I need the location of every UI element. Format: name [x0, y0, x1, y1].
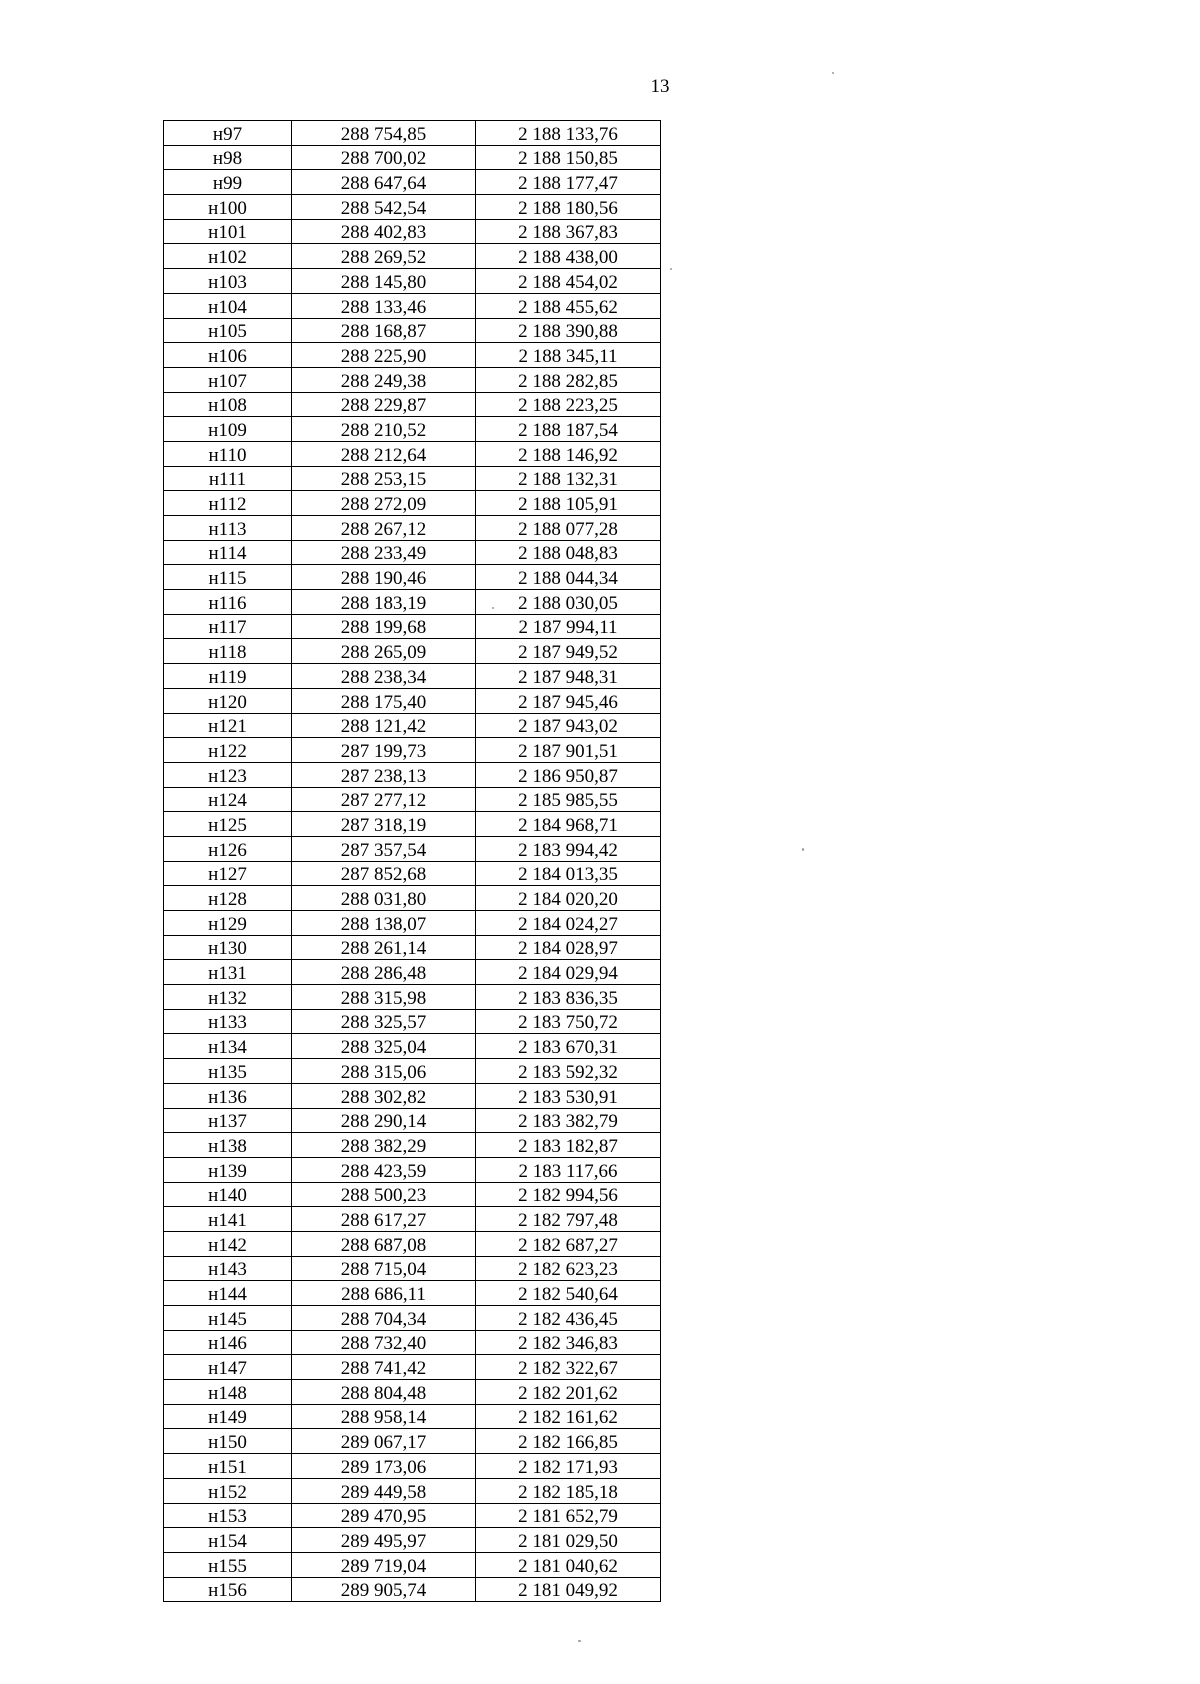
x-coordinate-cell: 288 210,52 — [292, 417, 476, 442]
table-row — [164, 343, 661, 368]
x-coordinate-cell: 288 225,90 — [292, 343, 476, 368]
table-row — [164, 1207, 661, 1232]
x-coordinate-cell: 289 449,58 — [292, 1478, 476, 1503]
table-row — [164, 1281, 661, 1306]
x-coordinate-cell: 288 617,27 — [292, 1207, 476, 1232]
x-coordinate-cell: 288 269,52 — [292, 244, 476, 269]
table-row — [164, 219, 661, 244]
table-row — [164, 565, 661, 590]
y-coordinate-cell: 2 184 020,20 — [476, 886, 661, 911]
point-id-cell: н155 — [164, 1552, 292, 1577]
x-coordinate-cell: 287 238,13 — [292, 762, 476, 787]
point-id-cell: н143 — [164, 1256, 292, 1281]
x-coordinate-cell: 288 183,19 — [292, 590, 476, 615]
point-id-cell: н156 — [164, 1577, 292, 1602]
table-row — [164, 886, 661, 911]
x-coordinate-cell: 288 138,07 — [292, 911, 476, 936]
y-coordinate-cell: 2 188 367,83 — [476, 219, 661, 244]
y-coordinate-cell: 2 181 029,50 — [476, 1528, 661, 1553]
x-coordinate-cell: 288 542,54 — [292, 195, 476, 220]
x-coordinate-cell: 288 286,48 — [292, 960, 476, 985]
point-id-cell: н142 — [164, 1231, 292, 1256]
point-id-cell: н105 — [164, 318, 292, 343]
point-id-cell: н146 — [164, 1330, 292, 1355]
table-row — [164, 1009, 661, 1034]
point-id-cell: н138 — [164, 1133, 292, 1158]
x-coordinate-cell: 288 229,87 — [292, 392, 476, 417]
point-id-cell: н151 — [164, 1454, 292, 1479]
table-row — [164, 1404, 661, 1429]
coordinates-table-body — [164, 121, 661, 1602]
y-coordinate-cell: 2 181 040,62 — [476, 1552, 661, 1577]
point-id-cell: н116 — [164, 590, 292, 615]
scan-speck — [802, 848, 804, 851]
y-coordinate-cell: 2 187 945,46 — [476, 688, 661, 713]
table-row — [164, 861, 661, 886]
table-row — [164, 244, 661, 269]
x-coordinate-cell: 288 423,59 — [292, 1157, 476, 1182]
y-coordinate-cell: 2 188 187,54 — [476, 417, 661, 442]
table-row — [164, 121, 661, 146]
y-coordinate-cell: 2 188 150,85 — [476, 145, 661, 170]
table-row — [164, 1231, 661, 1256]
point-id-cell: н132 — [164, 985, 292, 1010]
table-row — [164, 170, 661, 195]
table-row — [164, 1256, 661, 1281]
y-coordinate-cell: 2 188 282,85 — [476, 367, 661, 392]
table-row — [164, 417, 661, 442]
point-id-cell: н118 — [164, 639, 292, 664]
point-id-cell: н137 — [164, 1108, 292, 1133]
table-row — [164, 1306, 661, 1331]
point-id-cell: н128 — [164, 886, 292, 911]
x-coordinate-cell: 288 687,08 — [292, 1231, 476, 1256]
point-id-cell: н100 — [164, 195, 292, 220]
y-coordinate-cell: 2 182 346,83 — [476, 1330, 661, 1355]
table-row — [164, 318, 661, 343]
table-row — [164, 639, 661, 664]
point-id-cell: н108 — [164, 392, 292, 417]
y-coordinate-cell: 2 187 943,02 — [476, 713, 661, 738]
point-id-cell: н148 — [164, 1380, 292, 1405]
point-id-cell: н140 — [164, 1182, 292, 1207]
table-row — [164, 960, 661, 985]
table-row — [164, 1454, 661, 1479]
y-coordinate-cell: 2 188 077,28 — [476, 516, 661, 541]
point-id-cell: н122 — [164, 738, 292, 763]
point-id-cell: н154 — [164, 1528, 292, 1553]
x-coordinate-cell: 288 315,98 — [292, 985, 476, 1010]
y-coordinate-cell: 2 188 177,47 — [476, 170, 661, 195]
x-coordinate-cell: 289 719,04 — [292, 1552, 476, 1577]
y-coordinate-cell: 2 182 171,93 — [476, 1454, 661, 1479]
y-coordinate-cell: 2 188 048,83 — [476, 540, 661, 565]
table-row — [164, 664, 661, 689]
y-coordinate-cell: 2 182 322,67 — [476, 1355, 661, 1380]
point-id-cell: н99 — [164, 170, 292, 195]
y-coordinate-cell: 2 184 028,97 — [476, 935, 661, 960]
y-coordinate-cell: 2 183 836,35 — [476, 985, 661, 1010]
point-id-cell: н125 — [164, 812, 292, 837]
x-coordinate-cell: 287 199,73 — [292, 738, 476, 763]
y-coordinate-cell: 2 182 540,64 — [476, 1281, 661, 1306]
y-coordinate-cell: 2 188 455,62 — [476, 293, 661, 318]
table-row — [164, 1108, 661, 1133]
table-row — [164, 1157, 661, 1182]
point-id-cell: н109 — [164, 417, 292, 442]
table-row — [164, 1083, 661, 1108]
y-coordinate-cell: 2 184 024,27 — [476, 911, 661, 936]
table-row — [164, 1330, 661, 1355]
point-id-cell: н150 — [164, 1429, 292, 1454]
table-row — [164, 1528, 661, 1553]
table-row — [164, 1380, 661, 1405]
coordinates-table — [163, 120, 661, 1602]
table-row — [164, 1429, 661, 1454]
y-coordinate-cell: 2 182 166,85 — [476, 1429, 661, 1454]
table-row — [164, 367, 661, 392]
table-row — [164, 713, 661, 738]
table-row — [164, 738, 661, 763]
x-coordinate-cell: 288 290,14 — [292, 1108, 476, 1133]
y-coordinate-cell: 2 182 797,48 — [476, 1207, 661, 1232]
table-row — [164, 1503, 661, 1528]
table-row — [164, 1182, 661, 1207]
x-coordinate-cell: 288 804,48 — [292, 1380, 476, 1405]
y-coordinate-cell: 2 181 652,79 — [476, 1503, 661, 1528]
x-coordinate-cell: 288 175,40 — [292, 688, 476, 713]
page-number: 13 — [650, 76, 670, 97]
x-coordinate-cell: 288 031,80 — [292, 886, 476, 911]
y-coordinate-cell: 2 188 030,05 — [476, 590, 661, 615]
x-coordinate-cell: 288 190,46 — [292, 565, 476, 590]
y-coordinate-cell: 2 188 146,92 — [476, 441, 661, 466]
x-coordinate-cell: 288 732,40 — [292, 1330, 476, 1355]
scan-speck — [670, 268, 672, 270]
y-coordinate-cell: 2 188 438,00 — [476, 244, 661, 269]
point-id-cell: н120 — [164, 688, 292, 713]
point-id-cell: н126 — [164, 836, 292, 861]
table-row — [164, 812, 661, 837]
point-id-cell: н115 — [164, 565, 292, 590]
point-id-cell: н147 — [164, 1355, 292, 1380]
scan-speck — [492, 607, 494, 609]
y-coordinate-cell: 2 182 994,56 — [476, 1182, 661, 1207]
y-coordinate-cell: 2 186 950,87 — [476, 762, 661, 787]
y-coordinate-cell: 2 188 105,91 — [476, 491, 661, 516]
y-coordinate-cell: 2 182 436,45 — [476, 1306, 661, 1331]
y-coordinate-cell: 2 188 133,76 — [476, 121, 661, 146]
y-coordinate-cell: 2 183 382,79 — [476, 1108, 661, 1133]
point-id-cell: н152 — [164, 1478, 292, 1503]
y-coordinate-cell: 2 188 454,02 — [476, 269, 661, 294]
x-coordinate-cell: 288 261,14 — [292, 935, 476, 960]
point-id-cell: н121 — [164, 713, 292, 738]
x-coordinate-cell: 288 212,64 — [292, 441, 476, 466]
table-row — [164, 614, 661, 639]
y-coordinate-cell: 2 183 117,66 — [476, 1157, 661, 1182]
y-coordinate-cell: 2 183 182,87 — [476, 1133, 661, 1158]
x-coordinate-cell: 288 700,02 — [292, 145, 476, 170]
y-coordinate-cell: 2 185 985,55 — [476, 787, 661, 812]
scan-speck — [578, 1640, 581, 1642]
x-coordinate-cell: 288 382,29 — [292, 1133, 476, 1158]
y-coordinate-cell: 2 187 949,52 — [476, 639, 661, 664]
y-coordinate-cell: 2 183 994,42 — [476, 836, 661, 861]
table-row — [164, 540, 661, 565]
y-coordinate-cell: 2 182 161,62 — [476, 1404, 661, 1429]
x-coordinate-cell: 288 325,57 — [292, 1009, 476, 1034]
x-coordinate-cell: 289 470,95 — [292, 1503, 476, 1528]
x-coordinate-cell: 288 704,34 — [292, 1306, 476, 1331]
y-coordinate-cell: 2 183 670,31 — [476, 1034, 661, 1059]
table-row — [164, 1355, 661, 1380]
table-row — [164, 836, 661, 861]
y-coordinate-cell: 2 184 968,71 — [476, 812, 661, 837]
point-id-cell: н153 — [164, 1503, 292, 1528]
x-coordinate-cell: 288 302,82 — [292, 1083, 476, 1108]
y-coordinate-cell: 2 182 201,62 — [476, 1380, 661, 1405]
y-coordinate-cell: 2 188 180,56 — [476, 195, 661, 220]
point-id-cell: н111 — [164, 466, 292, 491]
y-coordinate-cell: 2 188 132,31 — [476, 466, 661, 491]
x-coordinate-cell: 288 145,80 — [292, 269, 476, 294]
x-coordinate-cell: 288 715,04 — [292, 1256, 476, 1281]
x-coordinate-cell: 288 199,68 — [292, 614, 476, 639]
point-id-cell: н144 — [164, 1281, 292, 1306]
x-coordinate-cell: 288 253,15 — [292, 466, 476, 491]
point-id-cell: н114 — [164, 540, 292, 565]
y-coordinate-cell: 2 187 948,31 — [476, 664, 661, 689]
point-id-cell: н98 — [164, 145, 292, 170]
point-id-cell: н112 — [164, 491, 292, 516]
point-id-cell: н113 — [164, 516, 292, 541]
y-coordinate-cell: 2 183 530,91 — [476, 1083, 661, 1108]
point-id-cell: н133 — [164, 1009, 292, 1034]
point-id-cell: н136 — [164, 1083, 292, 1108]
x-coordinate-cell: 288 249,38 — [292, 367, 476, 392]
y-coordinate-cell: 2 188 044,34 — [476, 565, 661, 590]
y-coordinate-cell: 2 184 029,94 — [476, 960, 661, 985]
point-id-cell: н139 — [164, 1157, 292, 1182]
table-row — [164, 1577, 661, 1602]
x-coordinate-cell: 288 121,42 — [292, 713, 476, 738]
table-row — [164, 1552, 661, 1577]
point-id-cell: н130 — [164, 935, 292, 960]
point-id-cell: н107 — [164, 367, 292, 392]
table-row — [164, 590, 661, 615]
point-id-cell: н131 — [164, 960, 292, 985]
x-coordinate-cell: 289 495,97 — [292, 1528, 476, 1553]
point-id-cell: н119 — [164, 664, 292, 689]
table-row — [164, 441, 661, 466]
point-id-cell: н124 — [164, 787, 292, 812]
x-coordinate-cell: 288 958,14 — [292, 1404, 476, 1429]
table-row — [164, 1059, 661, 1084]
y-coordinate-cell: 2 182 185,18 — [476, 1478, 661, 1503]
x-coordinate-cell: 289 905,74 — [292, 1577, 476, 1602]
x-coordinate-cell: 288 325,04 — [292, 1034, 476, 1059]
x-coordinate-cell: 288 686,11 — [292, 1281, 476, 1306]
y-coordinate-cell: 2 184 013,35 — [476, 861, 661, 886]
y-coordinate-cell: 2 188 345,11 — [476, 343, 661, 368]
table-row — [164, 911, 661, 936]
table-row — [164, 466, 661, 491]
point-id-cell: н104 — [164, 293, 292, 318]
point-id-cell: н134 — [164, 1034, 292, 1059]
table-row — [164, 269, 661, 294]
table-row — [164, 787, 661, 812]
x-coordinate-cell: 289 173,06 — [292, 1454, 476, 1479]
x-coordinate-cell: 289 067,17 — [292, 1429, 476, 1454]
y-coordinate-cell: 2 182 623,23 — [476, 1256, 661, 1281]
x-coordinate-cell: 288 267,12 — [292, 516, 476, 541]
point-id-cell: н117 — [164, 614, 292, 639]
y-coordinate-cell: 2 187 994,11 — [476, 614, 661, 639]
y-coordinate-cell: 2 182 687,27 — [476, 1231, 661, 1256]
point-id-cell: н110 — [164, 441, 292, 466]
x-coordinate-cell: 288 168,87 — [292, 318, 476, 343]
point-id-cell: н149 — [164, 1404, 292, 1429]
y-coordinate-cell: 2 187 901,51 — [476, 738, 661, 763]
scan-speck — [832, 72, 834, 74]
x-coordinate-cell: 288 272,09 — [292, 491, 476, 516]
point-id-cell: н141 — [164, 1207, 292, 1232]
x-coordinate-cell: 288 741,42 — [292, 1355, 476, 1380]
table-row — [164, 985, 661, 1010]
x-coordinate-cell: 288 402,83 — [292, 219, 476, 244]
x-coordinate-cell: 288 500,23 — [292, 1182, 476, 1207]
point-id-cell: н127 — [164, 861, 292, 886]
point-id-cell: н129 — [164, 911, 292, 936]
point-id-cell: н102 — [164, 244, 292, 269]
table-row — [164, 1034, 661, 1059]
y-coordinate-cell: 2 188 223,25 — [476, 392, 661, 417]
table-row — [164, 145, 661, 170]
point-id-cell: н135 — [164, 1059, 292, 1084]
table-row — [164, 1478, 661, 1503]
y-coordinate-cell: 2 188 390,88 — [476, 318, 661, 343]
x-coordinate-cell: 287 852,68 — [292, 861, 476, 886]
y-coordinate-cell: 2 181 049,92 — [476, 1577, 661, 1602]
x-coordinate-cell: 288 133,46 — [292, 293, 476, 318]
table-row — [164, 195, 661, 220]
point-id-cell: н97 — [164, 121, 292, 146]
x-coordinate-cell: 288 754,85 — [292, 121, 476, 146]
x-coordinate-cell: 288 233,49 — [292, 540, 476, 565]
table-row — [164, 935, 661, 960]
x-coordinate-cell: 287 318,19 — [292, 812, 476, 837]
table-row — [164, 293, 661, 318]
table-row — [164, 516, 661, 541]
x-coordinate-cell: 288 647,64 — [292, 170, 476, 195]
x-coordinate-cell: 287 357,54 — [292, 836, 476, 861]
point-id-cell: н106 — [164, 343, 292, 368]
point-id-cell: н123 — [164, 762, 292, 787]
y-coordinate-cell: 2 183 750,72 — [476, 1009, 661, 1034]
table-row — [164, 688, 661, 713]
table-row — [164, 762, 661, 787]
x-coordinate-cell: 288 315,06 — [292, 1059, 476, 1084]
point-id-cell: н101 — [164, 219, 292, 244]
table-row — [164, 392, 661, 417]
x-coordinate-cell: 288 238,34 — [292, 664, 476, 689]
y-coordinate-cell: 2 183 592,32 — [476, 1059, 661, 1084]
x-coordinate-cell: 288 265,09 — [292, 639, 476, 664]
point-id-cell: н145 — [164, 1306, 292, 1331]
table-row — [164, 491, 661, 516]
table-row — [164, 1133, 661, 1158]
x-coordinate-cell: 287 277,12 — [292, 787, 476, 812]
point-id-cell: н103 — [164, 269, 292, 294]
